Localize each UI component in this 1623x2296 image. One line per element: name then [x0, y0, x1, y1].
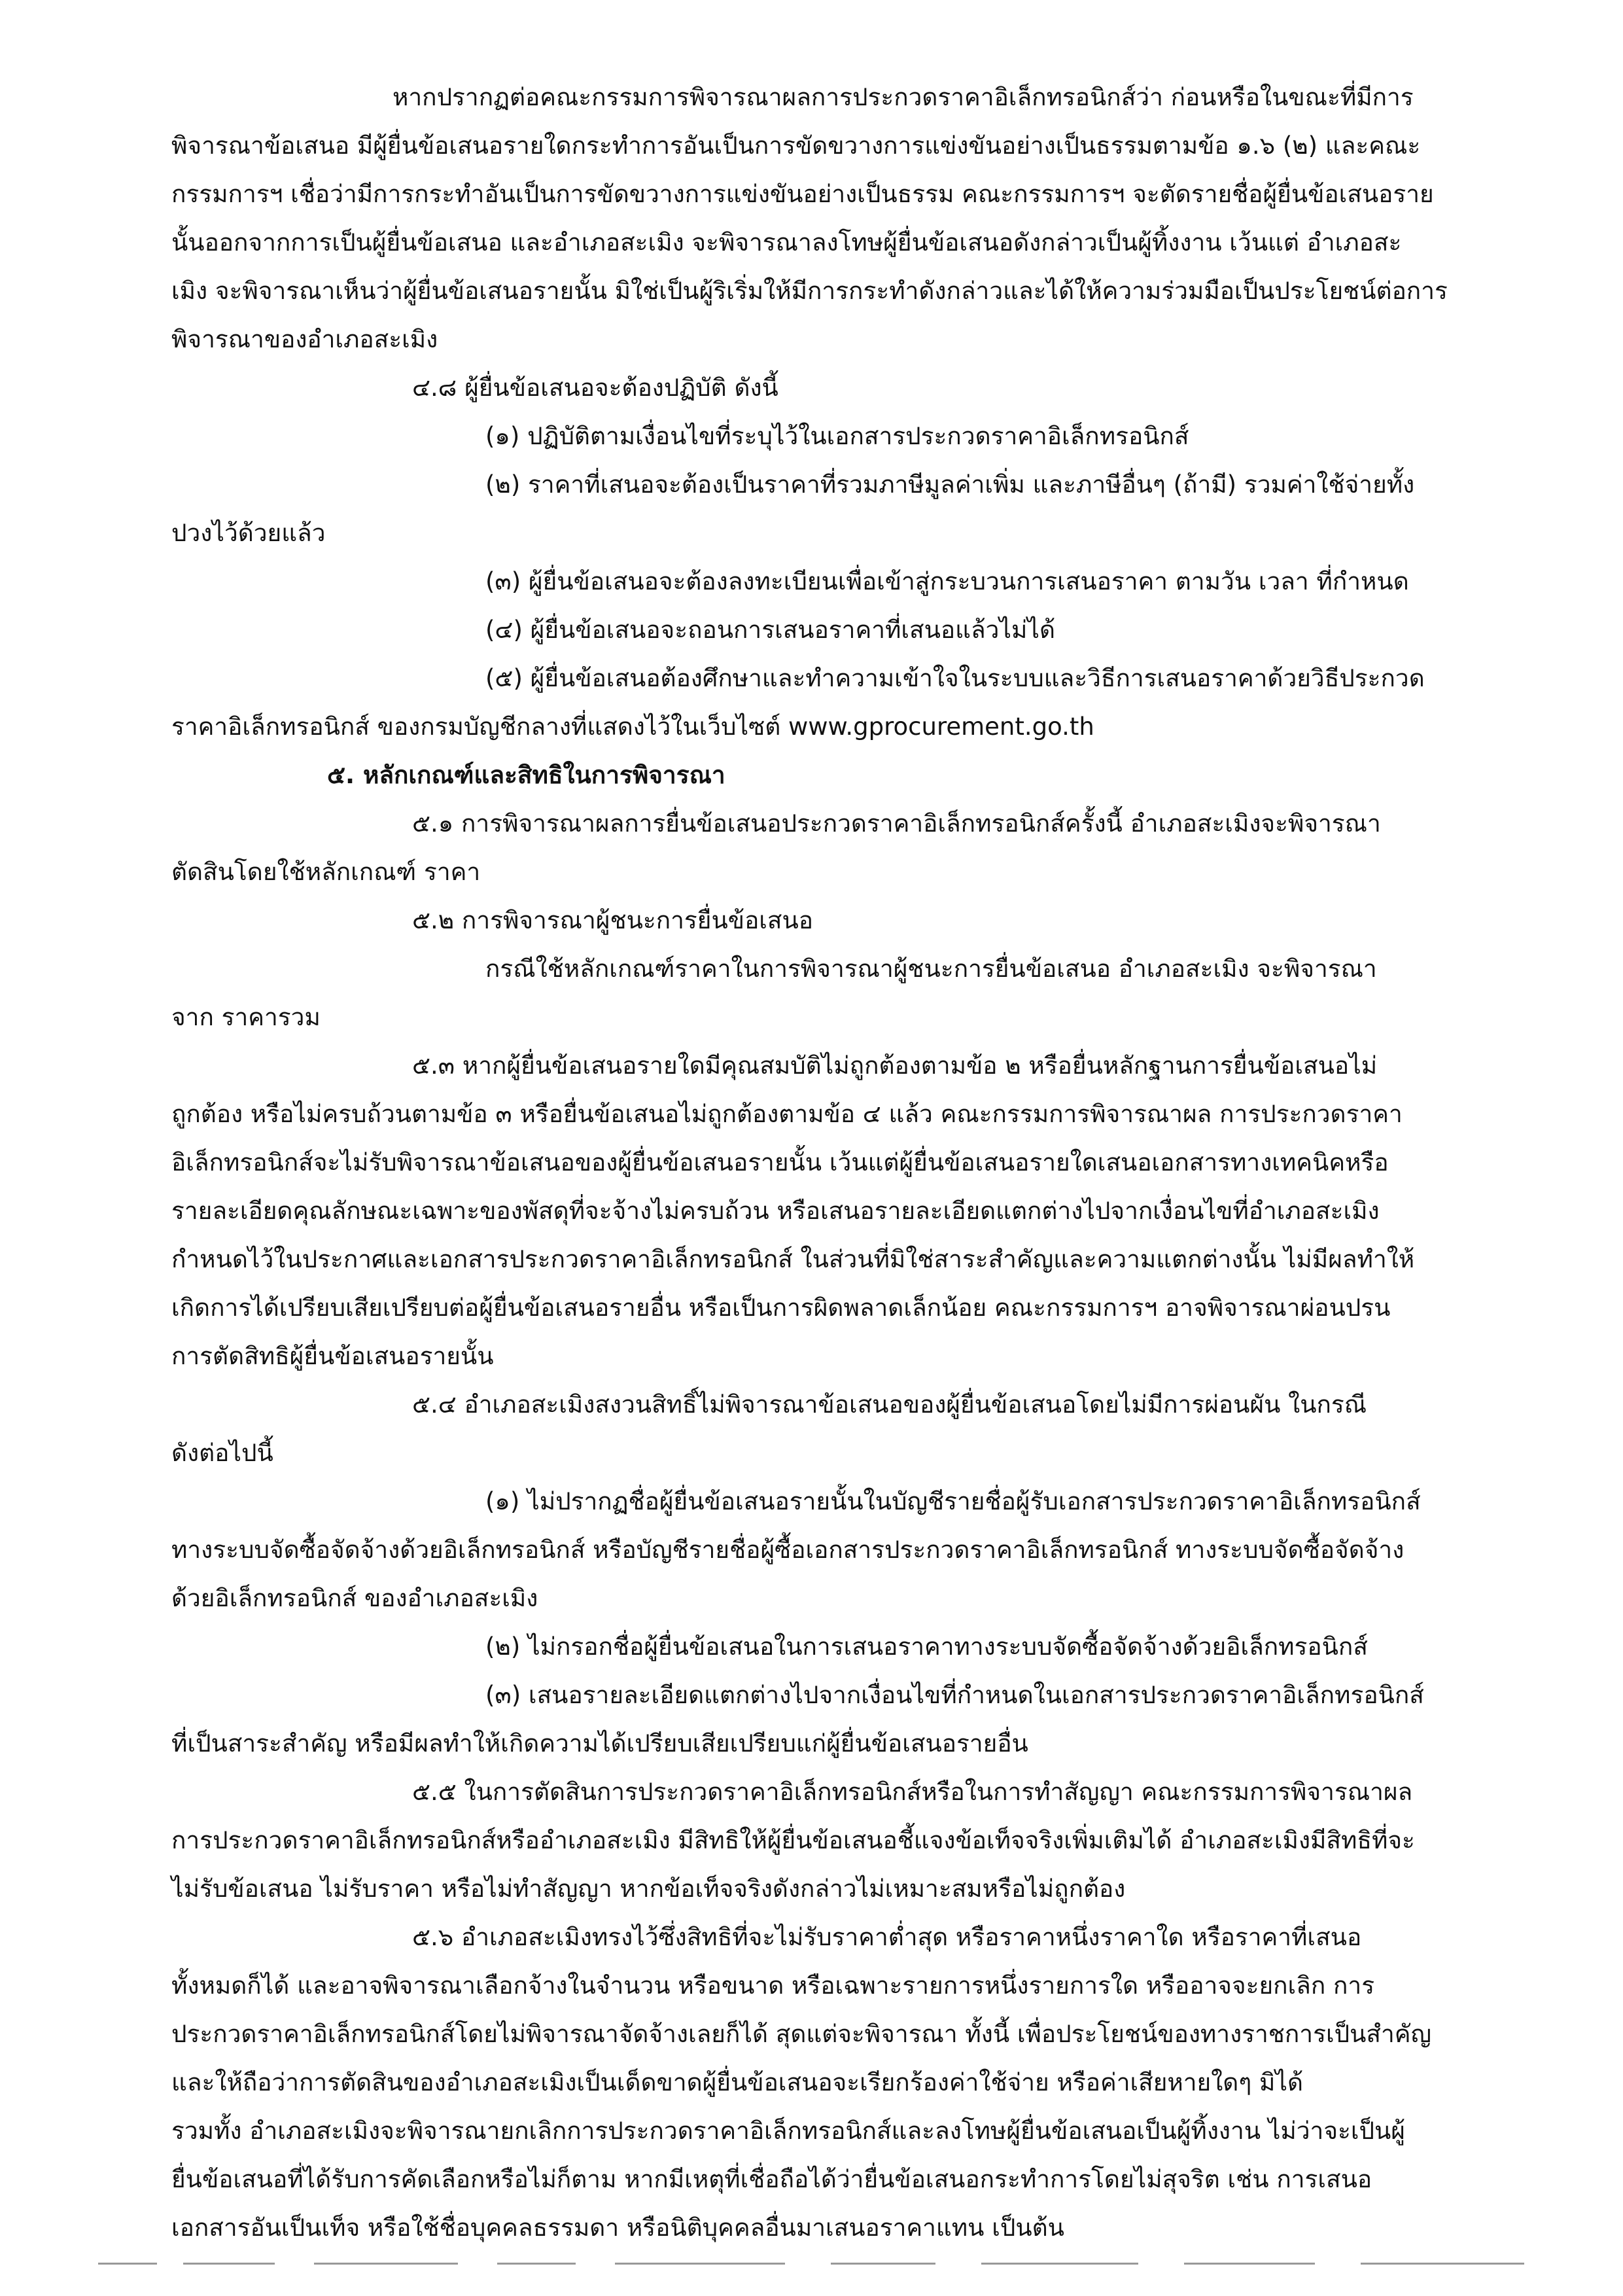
footer-rule	[1361, 2263, 1524, 2265]
footer-rule	[831, 2263, 935, 2265]
clause-5-1: ๕.๑ การพิจารณาผลการยื่นข้อเสนอประกวดราคาอิเล็กทรอนิกส์ครั้งนี้ อำเภอสะเมิงจะพิจารณา	[412, 809, 1381, 838]
footer-rule	[981, 2263, 1138, 2265]
clause-5-4: ๕.๔ อำเภอสะเมิงสงวนสิทธิ์ไม่พิจารณาข้อเสนอของผู้ยื่นข้อเสนอโดยไม่มีการผ่อนผัน ในกรณี	[412, 1390, 1367, 1419]
footer-rule	[497, 2263, 576, 2265]
text-line: กรณีใช้หลักเกณฑ์ราคาในการพิจารณาผู้ชนะการยื่นข้อเสนอ อำเภอสะเมิง จะพิจารณา	[485, 955, 1377, 983]
text-line: (๔) ผู้ยื่นข้อเสนอจะถอนการเสนอราคาที่เสนอแล้วไม่ได้	[485, 616, 1056, 644]
text-line: กำหนดไว้ในประกาศและเอกสารประกวดราคาอิเล็กทรอนิกส์ ในส่วนที่มิใช่สาระสำคัญและความแตกต่างนั้น ไม่มีผลทำให้	[171, 1245, 1415, 1273]
footer-rule	[98, 2263, 157, 2265]
footer-rule	[615, 2263, 785, 2265]
text-line: รายละเอียดคุณลักษณะเฉพาะของพัสดุที่จะจ้างไม่ครบถ้วน หรือเสนอรายละเอียดแตกต่างไปจากเงื่อนไขที่อำเภอสะเมิง	[171, 1197, 1380, 1225]
text-line: ประกวดราคาอิเล็กทรอนิกส์โดยไม่พิจารณาจัดจ้างเลยก็ได้ สุดแต่จะพิจารณา ทั้งนี้ เพื่อประโยชน์ของทางราชการเป็นสำคัญ	[171, 2020, 1432, 2048]
text-line: (๓) ผู้ยื่นข้อเสนอจะต้องลงทะเบียนเพื่อเข้าสู่กระบวนการเสนอราคา ตามวัน เวลา ที่กำหนด	[485, 567, 1409, 595]
footer-rule	[183, 2263, 275, 2265]
text-line: หากปรากฏต่อคณะกรรมการพิจารณาผลการประกวดราคาอิเล็กทรอนิกส์ว่า ก่อนหรือในขณะที่มีการ	[393, 83, 1414, 111]
text-line: ทั้งหมดก็ได้ และอาจพิจารณาเลือกจ้างในจำนวน หรือขนาด หรือเฉพาะรายการหนึ่งรายการใด หรืออาจจะยกเลิก การ	[171, 1971, 1375, 2000]
clause-5-6: ๕.๖ อำเภอสะเมิงทรงไว้ซึ่งสิทธิที่จะไม่รับราคาต่ำสุด หรือราคาหนึ่งราคาใด หรือราคาที่เสนอ	[412, 1923, 1362, 1951]
text-line: ดังต่อไปนี้	[171, 1439, 273, 1467]
text-line: ด้วยอิเล็กทรอนิกส์ ของอำเภอสะเมิง	[171, 1584, 538, 1612]
text-line: เมิง จะพิจารณาเห็นว่าผู้ยื่นข้อเสนอรายนั้น มิใช่เป็นผู้ริเริ่มให้มีการกระทำดังกล่าวและได้ให้ความร่วมมือเป็นประโยชน์ต่อการ	[171, 277, 1448, 305]
text-line: ถูกต้อง หรือไม่ครบถ้วนตามข้อ ๓ หรือยื่นข้อเสนอไม่ถูกต้องตามข้อ ๔ แล้ว คณะกรรมการพิจารณาผล การประกวดราคา	[171, 1100, 1403, 1128]
text-line: ยื่นข้อเสนอที่ได้รับการคัดเลือกหรือไม่ก็ตาม หากมีเหตุที่เชื่อถือได้ว่ายื่นข้อเสนอกระทำการโดยไม่สุจริต เช่น การเสนอ	[171, 2165, 1372, 2193]
footer-rule	[314, 2263, 458, 2265]
text-line: และให้ถือว่าการตัดสินของอำเภอสะเมิงเป็นเด็ดขาดผู้ยื่นข้อเสนอจะเรียกร้องค่าใช้จ่าย หรือค่าเสียหายใดๆ มิได้	[171, 2068, 1303, 2096]
text-line: จาก ราคารวม	[171, 1003, 321, 1031]
text-line: (๕) ผู้ยื่นข้อเสนอต้องศึกษาและทำความเข้าใจในระบบและวิธีการเสนอราคาด้วยวิธีประกวด	[485, 664, 1425, 692]
text-line: ปวงไว้ด้วยแล้ว	[171, 519, 326, 547]
text-line: การประกวดราคาอิเล็กทรอนิกส์หรืออำเภอสะเมิง มีสิทธิให้ผู้ยื่นข้อเสนอชี้แจงข้อเท็จจริงเพิ่มเติมได้ อำเภอสะเมิงมีสิทธิที่จะ	[171, 1826, 1415, 1854]
clause-5-2: ๕.๒ การพิจารณาผู้ชนะการยื่นข้อเสนอ	[412, 906, 814, 934]
text-line: (๒) ราคาที่เสนอจะต้องเป็นราคาที่รวมภาษีมูลค่าเพิ่ม และภาษีอื่นๆ (ถ้ามี) รวมค่าใช้จ่ายทั้ง	[485, 470, 1415, 499]
clause-5-5: ๕.๕ ในการตัดสินการประกวดราคาอิเล็กทรอนิกส์หรือในการทำสัญญา คณะกรรมการพิจารณาผล	[412, 1778, 1413, 1806]
text-line: พิจารณาข้อเสนอ มีผู้ยื่นข้อเสนอรายใดกระทำการอันเป็นการขัดขวางการแข่งขันอย่างเป็นธรรมตามข้อ ๑.๖ (๒) และคณะ	[171, 132, 1421, 160]
text-line: การตัดสิทธิผู้ยื่นข้อเสนอรายนั้น	[171, 1342, 494, 1370]
text-line: เกิดการได้เปรียบเสียเปรียบต่อผู้ยื่นข้อเสนอรายอื่น หรือเป็นการผิดพลาดเล็กน้อย คณะกรรมการฯ อาจพิจารณาผ่อนปรน	[171, 1294, 1391, 1322]
text-line: ทางระบบจัดซื้อจัดจ้างด้วยอิเล็กทรอนิกส์ หรือบัญชีรายชื่อผู้ซื้อเอกสารประกวดราคาอิเล็กทรอนิกส์ ทางระบบจัดซื้อจัดจ้าง	[171, 1536, 1405, 1564]
footer-rule	[1184, 2263, 1315, 2265]
section-5-heading: ๕. หลักเกณฑ์และสิทธิในการพิจารณา	[327, 761, 725, 789]
text-line: (๓) เสนอรายละเอียดแตกต่างไปจากเงื่อนไขที่กำหนดในเอกสารประกวดราคาอิเล็กทรอนิกส์	[485, 1681, 1424, 1709]
text-line: ราคาอิเล็กทรอนิกส์ ของกรมบัญชีกลางที่แสดงไว้ในเว็บไซต์ www.gprocurement.go.th	[171, 713, 1094, 741]
clause-5-3: ๕.๓ หากผู้ยื่นข้อเสนอรายใดมีคุณสมบัติไม่ถูกต้องตามข้อ ๒ หรือยื่นหลักฐานการยื่นข้อเสนอไม่	[412, 1051, 1378, 1080]
text-line: เอกสารอันเป็นเท็จ หรือใช้ชื่อบุคคลธรรมดา หรือนิติบุคคลอื่นมาเสนอราคาแทน เป็นต้น	[171, 2214, 1064, 2242]
text-line: ที่เป็นสาระสำคัญ หรือมีผลทำให้เกิดความได้เปรียบเสียเปรียบแก่ผู้ยื่นข้อเสนอรายอื่น	[171, 1729, 1028, 1757]
text-line: ตัดสินโดยใช้หลักเกณฑ์ ราคา	[171, 858, 481, 886]
text-line: (๒) ไม่กรอกชื่อผู้ยื่นข้อเสนอในการเสนอราคาทางระบบจัดซื้อจัดจ้างด้วยอิเล็กทรอนิกส์	[485, 1633, 1368, 1661]
text-line: กรรมการฯ เชื่อว่ามีการกระทำอันเป็นการขัดขวางการแข่งขันอย่างเป็นธรรม คณะกรรมการฯ จะตัดรายชื่อผู้ยื่นข้อเสนอราย	[171, 180, 1434, 208]
text-line: รวมทั้ง อำเภอสะเมิงจะพิจารณายกเลิกการประกวดราคาอิเล็กทรอนิกส์และลงโทษผู้ยื่นข้อเสนอเป็นผู้ทิ้งงาน ไม่ว่าจะเป็นผู้	[171, 2117, 1405, 2145]
text-line: (๑) ปฏิบัติตามเงื่อนไขที่ระบุไว้ในเอกสารประกวดราคาอิเล็กทรอนิกส์	[485, 422, 1189, 450]
clause-4-8: ๔.๘ ผู้ยื่นข้อเสนอจะต้องปฏิบัติ ดังนี้	[412, 374, 778, 402]
text-line: ไม่รับข้อเสนอ ไม่รับราคา หรือไม่ทำสัญญา หากข้อเท็จจริงดังกล่าวไม่เหมาะสมหรือไม่ถูกต้อง	[171, 1875, 1126, 1903]
text-line: พิจารณาของอำเภอสะเมิง	[171, 325, 438, 353]
text-line: นั้นออกจากการเป็นผู้ยื่นข้อเสนอ และอำเภอสะเมิง จะพิจารณาลงโทษผู้ยื่นข้อเสนอดังกล่าวเป็นผู้ทิ้งงาน เว้นแต่ อำเภอสะ	[171, 228, 1402, 256]
text-line: (๑) ไม่ปรากฏชื่อผู้ยื่นข้อเสนอรายนั้นในบัญชีรายชื่อผู้รับเอกสารประกวดราคาอิเล็กทรอนิกส์	[485, 1487, 1421, 1515]
text-line: อิเล็กทรอนิกส์จะไม่รับพิจารณาข้อเสนอของผู้ยื่นข้อเสนอรายนั้น เว้นแต่ผู้ยื่นข้อเสนอรายใดเสนอเอกสารทางเทคนิคหรือ	[171, 1148, 1389, 1176]
